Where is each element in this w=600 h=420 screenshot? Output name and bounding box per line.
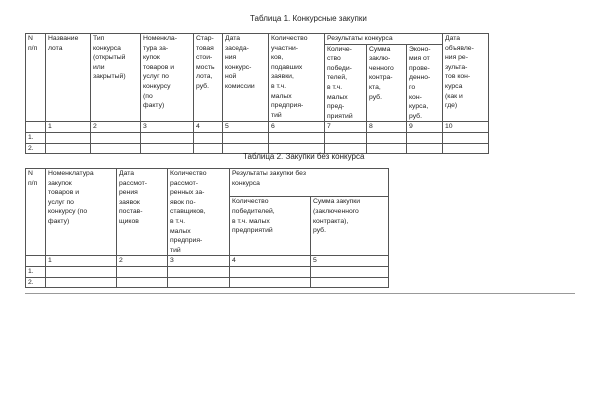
header-winners: Количе- ство победи- телей, в т.ч. малых пред- приятий: [325, 44, 367, 122]
cell[interactable]: [194, 143, 223, 154]
header-contract-sum: Сумма заклю- ченного контра- кта, руб.: [367, 44, 407, 122]
header-meeting-date: Дата заседа- ния конкурс- ной комиссии: [223, 34, 269, 122]
header-results-group: Результаты закупки без конкурса: [230, 169, 389, 197]
row-number: 1.: [26, 132, 46, 143]
cell[interactable]: [367, 132, 407, 143]
cell[interactable]: [141, 143, 194, 154]
col-num: 2: [91, 122, 141, 133]
col-num: 2: [117, 256, 168, 267]
header-lot: Название лота: [46, 34, 91, 122]
header-nomenclature: Номенклатура закупок товаров и услуг по конкурсу (по факту): [46, 169, 117, 256]
row-number: 1.: [26, 266, 46, 277]
cell[interactable]: [46, 143, 91, 154]
header-results-group: Результаты конкурса: [325, 34, 443, 45]
row-number: 2.: [26, 277, 46, 288]
cell[interactable]: [230, 266, 311, 277]
competitive-purchases-table: [25, 33, 489, 154]
table2-title: Таблица 2. Закупки без конкурса: [243, 152, 365, 161]
col-num: 6: [269, 122, 325, 133]
header-nomenclature: Номенкла- тура за- купок товаров и услуг по конкурсу (по факту): [141, 34, 194, 122]
col-num: 8: [367, 122, 407, 133]
col-num: 10: [443, 122, 489, 133]
cell[interactable]: [443, 132, 489, 143]
col-num: 1: [46, 122, 91, 133]
col-num: 4: [194, 122, 223, 133]
column-number-row: [26, 256, 389, 267]
header-savings: Эконо- мия от прове- денно- го кон- курса, руб.: [407, 44, 443, 122]
cell[interactable]: [269, 132, 325, 143]
cell[interactable]: [168, 277, 230, 288]
cell[interactable]: [141, 132, 194, 143]
cell[interactable]: [117, 277, 168, 288]
header-reviewed-count: Количество рассмот- ренных за- явок по- ставщиков, в т.ч. малых предприя- тий: [168, 169, 230, 256]
cell[interactable]: [194, 132, 223, 143]
header-type: Тип конкурса (открытый или закрытый): [91, 34, 141, 122]
col-num: [26, 256, 46, 267]
cell[interactable]: [443, 143, 489, 154]
cell[interactable]: [311, 277, 389, 288]
table1-title: Таблица 1. Конкурсные закупки: [250, 14, 367, 23]
col-num: 3: [141, 122, 194, 133]
header-announce-date: Дата объявле- ния ре- зульта- тов кон- курса (как и где): [443, 34, 489, 122]
header-row: [26, 169, 389, 197]
cell[interactable]: [223, 132, 269, 143]
cell[interactable]: [325, 132, 367, 143]
cell[interactable]: [117, 266, 168, 277]
header-n: N п/п: [26, 34, 46, 122]
table-row: [26, 266, 389, 277]
column-number-row: [26, 122, 489, 133]
table-row: [26, 277, 389, 288]
cell[interactable]: [91, 143, 141, 154]
row-number: 2.: [26, 143, 46, 154]
col-num: [26, 122, 46, 133]
col-num: 5: [311, 256, 389, 267]
col-num: 5: [223, 122, 269, 133]
header-row: [26, 34, 489, 45]
header-n: N п/п: [26, 169, 46, 256]
header-winners: Количество победителей, в т.ч. малых предприятий: [230, 197, 311, 256]
cell[interactable]: [46, 266, 117, 277]
col-num: 4: [230, 256, 311, 267]
horizontal-divider: [25, 293, 575, 294]
cell[interactable]: [168, 266, 230, 277]
cell[interactable]: [407, 143, 443, 154]
cell[interactable]: [230, 277, 311, 288]
table-row: [26, 132, 489, 143]
cell[interactable]: [311, 266, 389, 277]
cell[interactable]: [46, 132, 91, 143]
cell[interactable]: [91, 132, 141, 143]
header-purchase-sum: Сумма закупки (заключенного контракта), руб.: [311, 197, 389, 256]
cell[interactable]: [46, 277, 117, 288]
non-competitive-purchases-table: [25, 168, 389, 288]
header-review-date: Дата рассмот- рения заявок постав- щиков: [117, 169, 168, 256]
col-num: 1: [46, 256, 117, 267]
header-start-price: Стар- товая стои- мость лота, руб.: [194, 34, 223, 122]
header-participants: Количество участни- ков, подавших заявки, в т.ч. малых предприя- тий: [269, 34, 325, 122]
cell[interactable]: [407, 132, 443, 143]
col-num: 7: [325, 122, 367, 133]
col-num: 3: [168, 256, 230, 267]
cell[interactable]: [367, 143, 407, 154]
col-num: 9: [407, 122, 443, 133]
